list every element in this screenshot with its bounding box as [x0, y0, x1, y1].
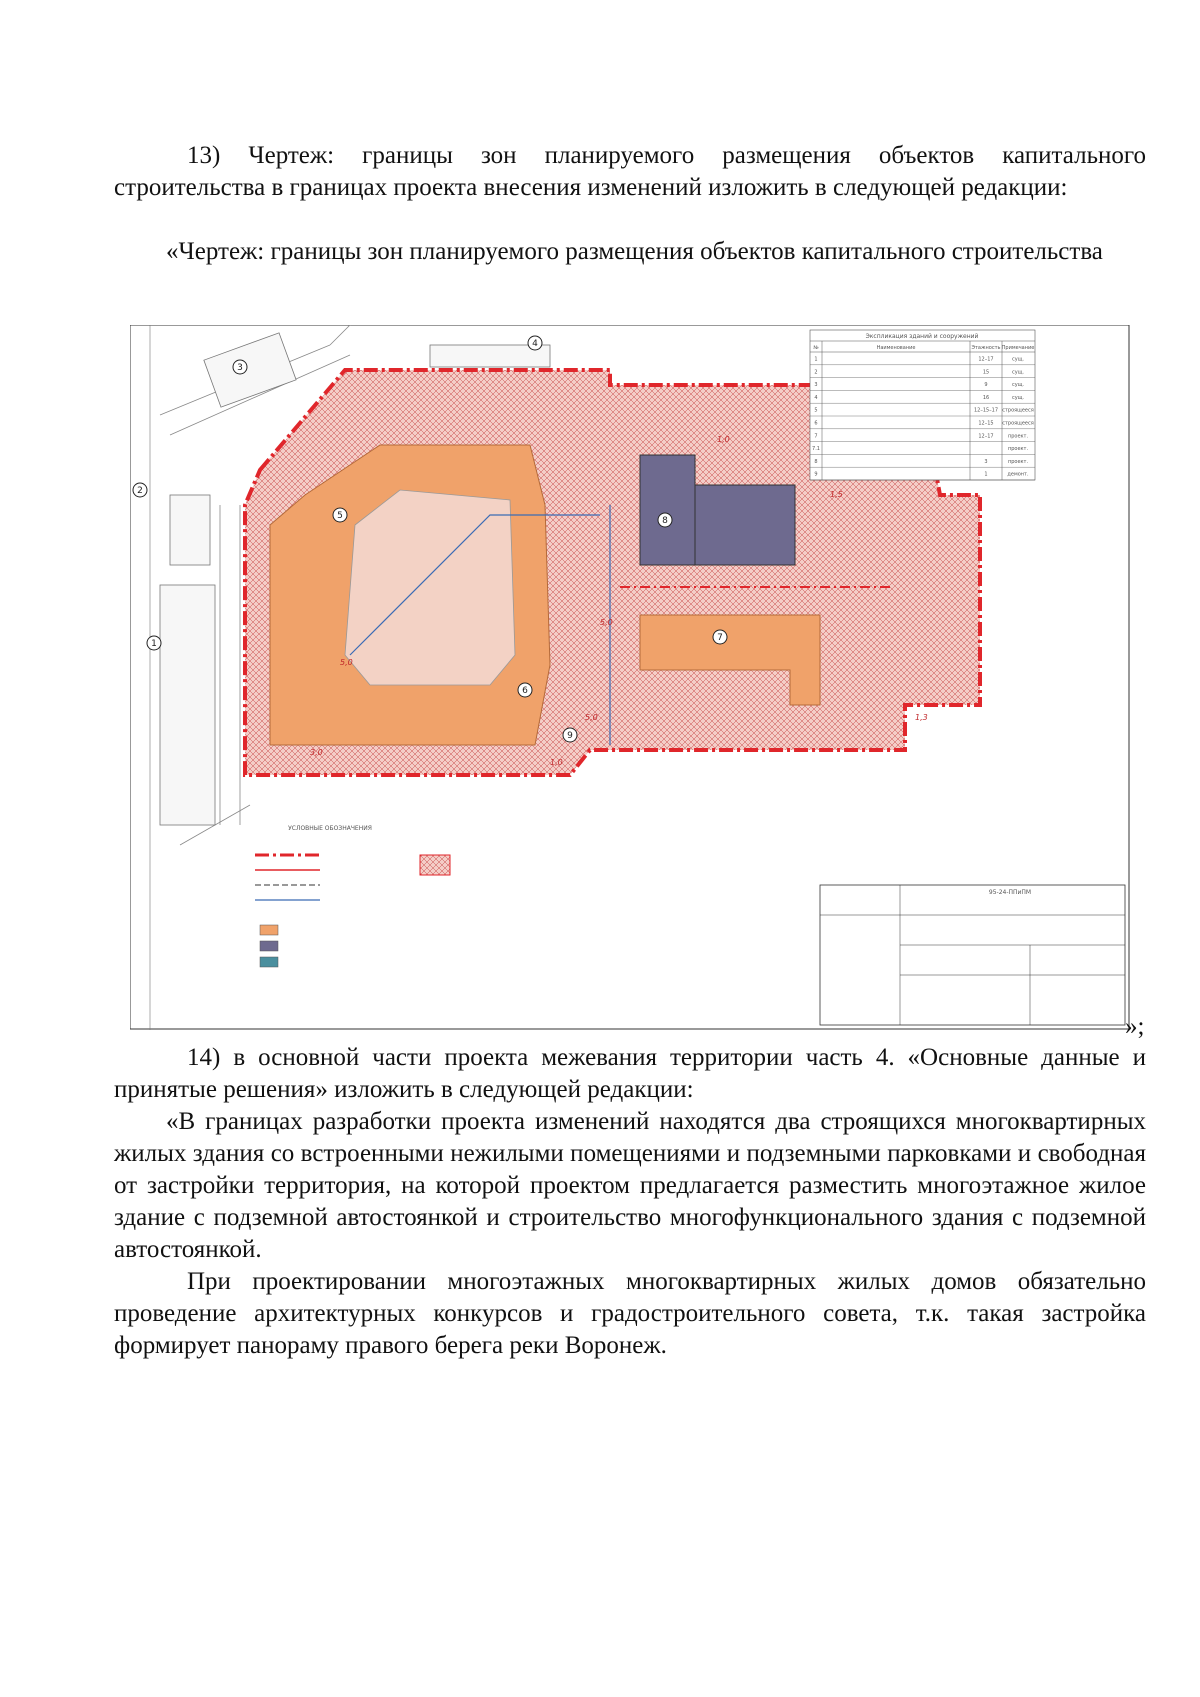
dim-label: 5,0 — [585, 713, 598, 722]
building-8 — [640, 455, 695, 565]
explication-cell: 1 — [814, 356, 818, 363]
explication-cell: проект. — [1007, 458, 1029, 465]
quote-close: »; — [1125, 1013, 1145, 1040]
explication-cell: 2 — [814, 369, 818, 376]
building-label — [147, 636, 161, 650]
legend-title: УСЛОВНЫЕ ОБОЗНАЧЕНИЯ — [288, 825, 372, 832]
svg-text:5: 5 — [337, 511, 343, 521]
svg-text:6: 6 — [522, 686, 528, 696]
explication-cell: сущ. — [1011, 356, 1025, 363]
title-block — [820, 885, 1125, 1025]
quote-title: «Чертеж: границы зон планируемого размещения объектов капитального строительства — [166, 238, 1103, 265]
building-label — [233, 360, 247, 374]
explication-cell: 12–17 — [978, 356, 994, 363]
explication-cell: строящееся — [1002, 420, 1034, 427]
svg-text:3: 3 — [237, 363, 243, 373]
explication-cell: 5 — [814, 407, 818, 414]
explication-cell: 7 — [814, 433, 818, 440]
explication-cell: 3 — [814, 382, 818, 389]
explication-title: Экспликация зданий и сооружений — [865, 333, 979, 340]
legend-swatch-residential — [260, 925, 278, 935]
paragraph-1: «В границах разработки проекта изменений находятся два строящихся многоквартирных жилых здания со встроенными нежилыми помещениями и подземными парковками и свободная от застройки территория, на которой проектом предлагается разместить многоэтажное жилое здание с подземной автостоянкой и строительство многофункционального здания с подземной автостоянкой. — [114, 1108, 1146, 1263]
explication-cell: 15 — [982, 369, 990, 376]
paragraph-2: При проектировании многоэтажных многоквартирных жилых домов обязательно проведение архитектурных конкурсов и градостроительного совета, т.к. такая застройка формирует панораму правого берега реки Воронеж. — [114, 1268, 1146, 1359]
explication-header: Этажность — [971, 345, 1001, 351]
existing-building-2 — [170, 495, 210, 565]
dim-label: 1,3 — [915, 713, 928, 722]
explication-cell: проект. — [1007, 433, 1029, 440]
planning-drawing — [130, 325, 1130, 1030]
explication-cell: демонт. — [1007, 471, 1029, 478]
explication-cell: проект. — [1007, 446, 1029, 453]
explication-cell: сущ. — [1011, 394, 1025, 401]
explication-cell: строящееся — [1002, 407, 1034, 414]
explication-cell: 16 — [982, 394, 990, 401]
explication-cell: 1 — [984, 471, 988, 478]
item-14-text: 14) в основной части проекта межевания территории часть 4. «Основные данные и принятые решения» изложить в следующей редакции: — [114, 1044, 1146, 1103]
dim-label: 3,0 — [310, 748, 323, 757]
building-label — [713, 630, 727, 644]
building-label — [333, 508, 347, 522]
building-label — [133, 483, 147, 497]
building-label — [563, 728, 577, 742]
svg-text:9: 9 — [567, 731, 573, 741]
dim-label: 5,0 — [600, 618, 613, 627]
svg-text:2: 2 — [137, 486, 143, 496]
explication-table — [810, 330, 1035, 480]
building-label — [528, 336, 542, 350]
dim-label: 5,0 — [340, 658, 353, 667]
item-13-text: 13) Чертеж: границы зон планируемого размещения объектов капитального строительства в границах проекта внесения изменений изложить в следующей редакции: — [114, 142, 1146, 201]
svg-text:8: 8 — [662, 516, 668, 526]
explication-cell: сущ. — [1011, 369, 1025, 376]
explication-cell: 9 — [814, 471, 818, 478]
explication-cell: 8 — [814, 458, 818, 465]
dim-label: 1,0 — [550, 758, 563, 767]
svg-text:1: 1 — [151, 639, 157, 649]
legend-swatch-zone — [420, 855, 450, 875]
courtyard — [345, 490, 515, 685]
explication-cell: 12–17 — [978, 433, 994, 440]
explication-cell: 6 — [814, 420, 818, 427]
explication-header: № — [813, 345, 819, 351]
explication-cell: 3 — [984, 458, 988, 465]
legend-swatch-multifunctional — [260, 941, 278, 951]
building-label — [658, 513, 672, 527]
stamp-code: 95-24-ППиПМ — [988, 889, 1032, 896]
building-label — [518, 683, 532, 697]
explication-header: Наименование — [876, 345, 916, 351]
building-8-annex — [695, 485, 795, 565]
explication-cell: 12–15 — [978, 420, 994, 427]
explication-cell: 9 — [984, 382, 988, 389]
dim-label: 1,0 — [717, 435, 730, 444]
svg-text:7: 7 — [717, 633, 723, 643]
svg-text:4: 4 — [532, 339, 538, 349]
dim-label: 1,5 — [830, 490, 843, 499]
explication-cell: сущ. — [1011, 382, 1025, 389]
explication-header: Примечание — [1001, 345, 1035, 351]
explication-cell: 4 — [814, 394, 818, 401]
explication-cell: 12–15–17 — [973, 407, 999, 414]
existing-building-1 — [160, 585, 215, 825]
explication-cell: 7.1 — [812, 446, 820, 453]
legend-swatch-engineering — [260, 957, 278, 967]
